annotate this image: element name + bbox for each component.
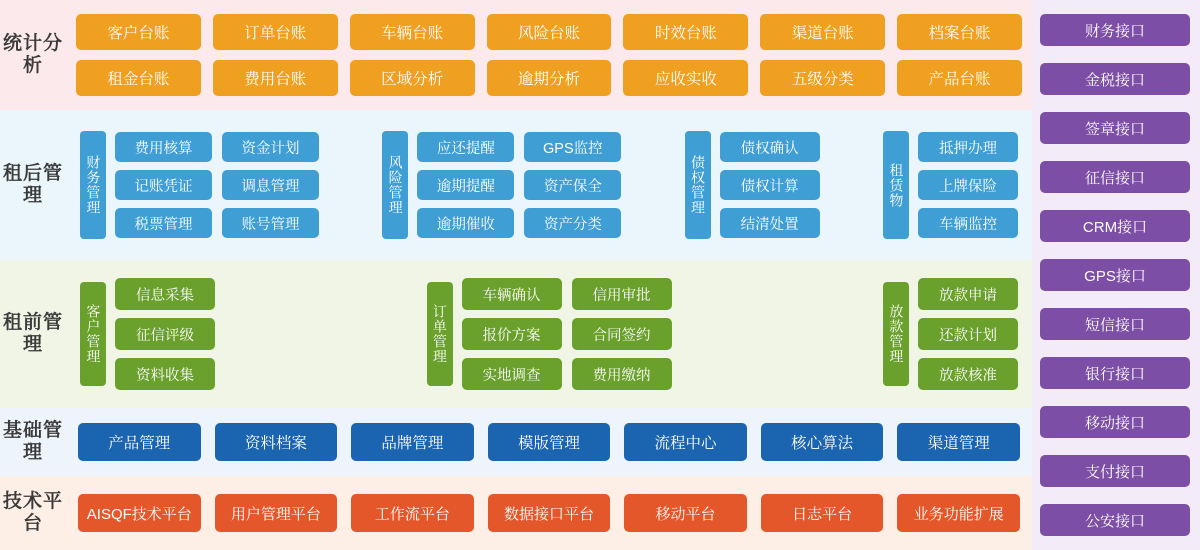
pre-item-vehicle-confirmation[interactable]: 车辆确认 [462,278,562,310]
pre-item-document-collection[interactable]: 资料收集 [115,358,215,390]
pre-item-disbursement-application[interactable]: 放款申请 [918,278,1018,310]
pre-item-information-collection[interactable]: 信息采集 [115,278,215,310]
pre-item-credit-rating[interactable]: 征信评级 [115,318,215,350]
tech-item-data-interface-platform[interactable]: 数据接口平台 [488,494,611,532]
band-label-tech-platform: 技术平台 [2,491,63,534]
band-body-statistics [66,0,1032,110]
stat-item-overdue-analysis[interactable]: 逾期分析 [487,60,612,96]
tech-item-user-management-platform[interactable]: 用户管理平台 [215,494,338,532]
group-items-finance-management [115,132,319,238]
post-item-repayment-reminder[interactable]: 应还提醒 [417,132,514,162]
interface-item-bank[interactable]: 银行接口 [1040,357,1190,389]
base-item-product-management[interactable]: 产品管理 [78,423,201,461]
stat-item-five-level-classification[interactable]: 五级分类 [760,60,885,96]
pre-item-repayment-plan[interactable]: 还款计划 [918,318,1018,350]
interfaces-column [1032,0,1200,550]
interface-item-mobile[interactable]: 移动接口 [1040,406,1190,438]
base-item-template-management[interactable]: 模版管理 [488,423,611,461]
band-body-pre-lease [66,260,1032,408]
post-item-vehicle-monitoring[interactable]: 车辆监控 [918,208,1018,238]
band-pre-lease [0,260,1032,408]
interface-item-crm[interactable]: CRM接口 [1040,210,1190,242]
stat-item-risk-ledger[interactable]: 风险台账 [487,14,612,50]
pre-item-credit-approval[interactable]: 信用审批 [572,278,672,310]
group-items-customer-management [115,278,215,390]
stat-item-vehicle-ledger[interactable]: 车辆台账 [350,14,475,50]
interface-item-sms[interactable]: 短信接口 [1040,308,1190,340]
group-tag-finance-management[interactable]: 财务管理 [80,131,106,239]
group-items-leased-asset [918,132,1018,238]
stat-item-fee-ledger[interactable]: 费用台账 [213,60,338,96]
group-items-order-management [462,278,672,390]
pre-item-fee-payment[interactable]: 费用缴纳 [572,358,672,390]
statistics-grid [72,14,1026,96]
interface-item-credit-reference[interactable]: 征信接口 [1040,161,1190,193]
band-label-statistics: 统计分析 [2,33,63,76]
group-tag-leased-asset[interactable]: 租赁物 [883,131,909,239]
interface-item-signature-seal[interactable]: 签章接口 [1040,112,1190,144]
group-risk-management [382,131,621,239]
stat-item-order-ledger[interactable]: 订单台账 [213,14,338,50]
tech-item-workflow-platform[interactable]: 工作流平台 [351,494,474,532]
post-item-overdue-collection[interactable]: 逾期催收 [417,208,514,238]
post-item-claim-calculation[interactable]: 债权计算 [720,170,820,200]
group-tag-risk-management[interactable]: 风险管理 [382,131,408,239]
pre-item-quotation-scheme[interactable]: 报价方案 [462,318,562,350]
post-item-gps-monitoring[interactable]: GPS监控 [524,132,621,162]
post-item-interest-adjustment[interactable]: 调息管理 [222,170,319,200]
group-order-management [427,278,672,390]
tech-grid [72,494,1026,532]
base-item-core-algorithm[interactable]: 核心算法 [761,423,884,461]
post-item-registration-insurance[interactable]: 上牌保险 [918,170,1018,200]
group-claims-management [685,131,820,239]
group-tag-customer-management[interactable]: 客户管理 [80,282,106,386]
band-base-management [0,408,1032,476]
group-items-disbursement-management [918,278,1018,390]
post-item-overdue-reminder[interactable]: 逾期提醒 [417,170,514,200]
pre-item-field-investigation[interactable]: 实地调查 [462,358,562,390]
stat-item-receivable-actual[interactable]: 应收实收 [623,60,748,96]
post-item-asset-preservation[interactable]: 资产保全 [524,170,621,200]
band-label-post-lease: 租后管理 [2,163,63,206]
base-grid [72,423,1026,461]
post-item-bookkeeping-voucher[interactable]: 记账凭证 [115,170,212,200]
interface-item-golden-tax[interactable]: 金税接口 [1040,63,1190,95]
post-item-fund-plan[interactable]: 资金计划 [222,132,319,162]
post-item-expense-accounting[interactable]: 费用核算 [115,132,212,162]
interface-item-gps[interactable]: GPS接口 [1040,259,1190,291]
group-items-risk-management [417,132,621,238]
group-leased-asset [883,131,1018,239]
base-item-document-archive[interactable]: 资料档案 [215,423,338,461]
stat-item-archive-ledger[interactable]: 档案台账 [897,14,1022,50]
stat-item-customer-ledger[interactable]: 客户台账 [76,14,201,50]
interface-item-finance[interactable]: 财务接口 [1040,14,1190,46]
group-tag-claims-management[interactable]: 债权管理 [685,131,711,239]
stat-item-region-analysis[interactable]: 区域分析 [350,60,475,96]
interface-item-payment[interactable]: 支付接口 [1040,455,1190,487]
stat-item-rent-ledger[interactable]: 租金台账 [76,60,201,96]
post-item-settlement-disposal[interactable]: 结清处置 [720,208,820,238]
band-statistics [0,0,1032,110]
band-tech-platform [0,476,1032,550]
post-item-claim-confirmation[interactable]: 债权确认 [720,132,820,162]
pre-item-disbursement-approval[interactable]: 放款核准 [918,358,1018,390]
stat-item-timeliness-ledger[interactable]: 时效台账 [623,14,748,50]
group-items-claims-management [720,132,820,238]
interface-item-public-security[interactable]: 公安接口 [1040,504,1190,536]
band-body-base-management [66,408,1032,476]
tech-item-business-extension[interactable]: 业务功能扩展 [897,494,1020,532]
group-tag-order-management[interactable]: 订单管理 [427,282,453,386]
post-item-asset-classification[interactable]: 资产分类 [524,208,621,238]
pre-item-contract-signing[interactable]: 合同签约 [572,318,672,350]
post-item-account-management[interactable]: 账号管理 [222,208,319,238]
band-body-post-lease [66,110,1032,260]
tech-item-aisqf-platform[interactable]: AISQF技术平台 [78,494,201,532]
tech-item-log-platform[interactable]: 日志平台 [761,494,884,532]
base-item-channel-management[interactable]: 渠道管理 [897,423,1020,461]
post-item-tax-invoice[interactable]: 税票管理 [115,208,212,238]
band-label-pre-lease: 租前管理 [2,312,63,355]
group-disbursement-management [883,278,1018,390]
group-finance-management [80,131,319,239]
post-item-mortgage-processing[interactable]: 抵押办理 [918,132,1018,162]
group-customer-management [80,278,215,390]
stat-item-channel-ledger[interactable]: 渠道台账 [760,14,885,50]
base-item-brand-management[interactable]: 品牌管理 [351,423,474,461]
band-label-base-management: 基础管理 [2,420,63,463]
band-body-tech-platform [66,476,1032,550]
base-item-process-center[interactable]: 流程中心 [624,423,747,461]
group-tag-disbursement-management[interactable]: 放款管理 [883,282,909,386]
tech-item-mobile-platform[interactable]: 移动平台 [624,494,747,532]
band-post-lease [0,110,1032,260]
stat-item-product-ledger[interactable]: 产品台账 [897,60,1022,96]
